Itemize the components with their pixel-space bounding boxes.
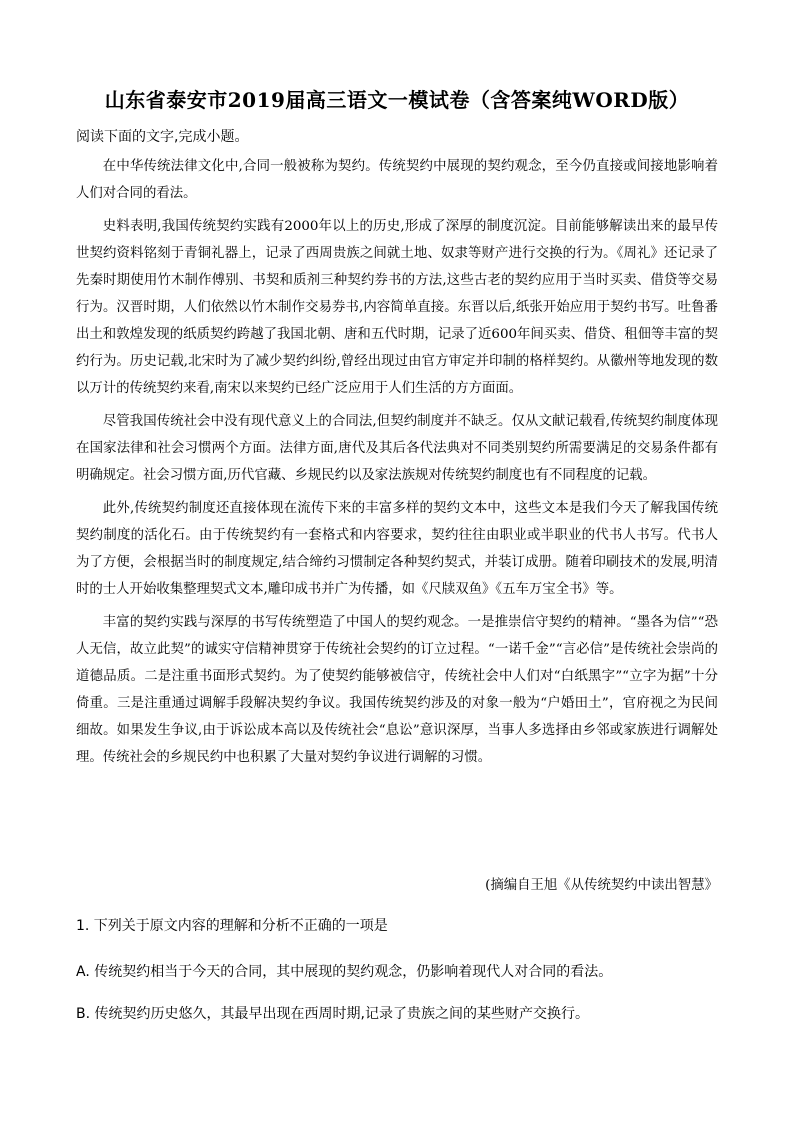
- reading-passage: [76, 153, 718, 777]
- passage-source: (摘编自王旭《从传统契约中读出智慧》: [485, 878, 718, 893]
- question-stem: 1. 下列关于原文内容的理解和分析不正确的一项是: [76, 918, 388, 934]
- question-option-a: A. 传统契约相当于今天的合同，其中展现的契约观念，仍影响着现代人对合同的看法。: [76, 964, 613, 980]
- passage-paragraph-3: 尽管我国传统社会中没有现代意义上的合同法,但契约制度并不缺乏。仅从文献记载看,传统契约制度体现在国家法律和社会习惯两个方面。法律方面,唐代及其后各代法典对不同类别契约所需要满足的交易条件都有明确规定。社会习惯方面,历代官藏、乡规民约以及家法族规对传统契约制度也有不同程度的记载。: [76, 414, 718, 483]
- passage-paragraph-5: 丰富的契约实践与深厚的书写传统塑造了中国人的契约观念。一是推崇信守契约的精神。“墨各为信”“恐人无信，故立此契”的诚实守信精神贯穿于传统社会契约的订立过程。“一诺千金”“言必信”是传统社会崇尚的道德品质。二是注重书面形式契约。为了使契约能够被信守，传统社会中人们对“白纸黑字”“立字为据”十分倚重。三是注重通过调解手段解决契约争议。我国传统契约涉及的对象一般为“户婚田土”，官府视之为民间细故。如果发生争议,由于诉讼成本高以及传统社会“息讼”意识深厚，当事人多选择由乡邻或家族进行调解处理。传统社会的乡规民约中也积累了大量对契约争议进行调解的习惯。: [76, 615, 718, 765]
- passage-paragraph-4: 此外,传统契约制度还直接体现在流传下来的丰富多样的契约文本中，这些文本是我们今天了解我国传统契约制度的活化石。由于传统契约有一套格式和内容要求，契约往往由职业或半职业的代书人书写。代书人为了方便，会根据当时的制度规定,结合缔约习惯制定各种契约契式，并装订成册。随着印刷技术的发展,明清时的士人开始收集整理契式文本,雕印成书并广为传播，如《尺牍双鱼》《五车万宝全书》等。: [76, 501, 718, 597]
- reading-instruction: 阅读下面的文字,完成小题。: [76, 129, 249, 145]
- question-option-b: B. 传统契约历史悠久，其最早出现在西周时期,记录了贵族之间的某些财产交换行。: [76, 1006, 589, 1022]
- passage-paragraph-1: 在中华传统法律文化中,合同一般被称为契约。传统契约中展现的契约观念，至今仍直接或间接地影响着人们对合同的看法。: [76, 159, 718, 201]
- document-title: 山东省泰安市2019届高三语文一模试卷（含答案纯WORD版）: [104, 88, 690, 112]
- passage-paragraph-2: 史料表明,我国传统契约实践有2000年以上的历史,形成了深厚的制度沉淀。目前能够解读出来的最早传世契约资料铭刻于青铜礼器上，记录了西周贵族之间就土地、奴隶等财产进行交换的行为。《周礼》还记录了先秦时期使用竹木制作傅别、书契和质剂三种契约券书的方法,这些古老的契约应用于当时买卖、借贷等交易行为。汉晋时期，人们依然以竹木制作交易券书,内容简单直接。东晋以后,纸张开始应用于契约书写。吐鲁番出土和敦煌发现的纸质契约跨越了我国北朝、唐和五代时期，记录了近600年间买卖、借贷、租佃等丰富的契约行为。历史记载,北宋时为了减少契约纠纷,曾经出现过由官方审定并印制的格样契约。从徽州等地发现的数以万计的传统契约来看,南宋以来契约已经广泛应用于人们生活的方方面面。: [76, 219, 718, 396]
